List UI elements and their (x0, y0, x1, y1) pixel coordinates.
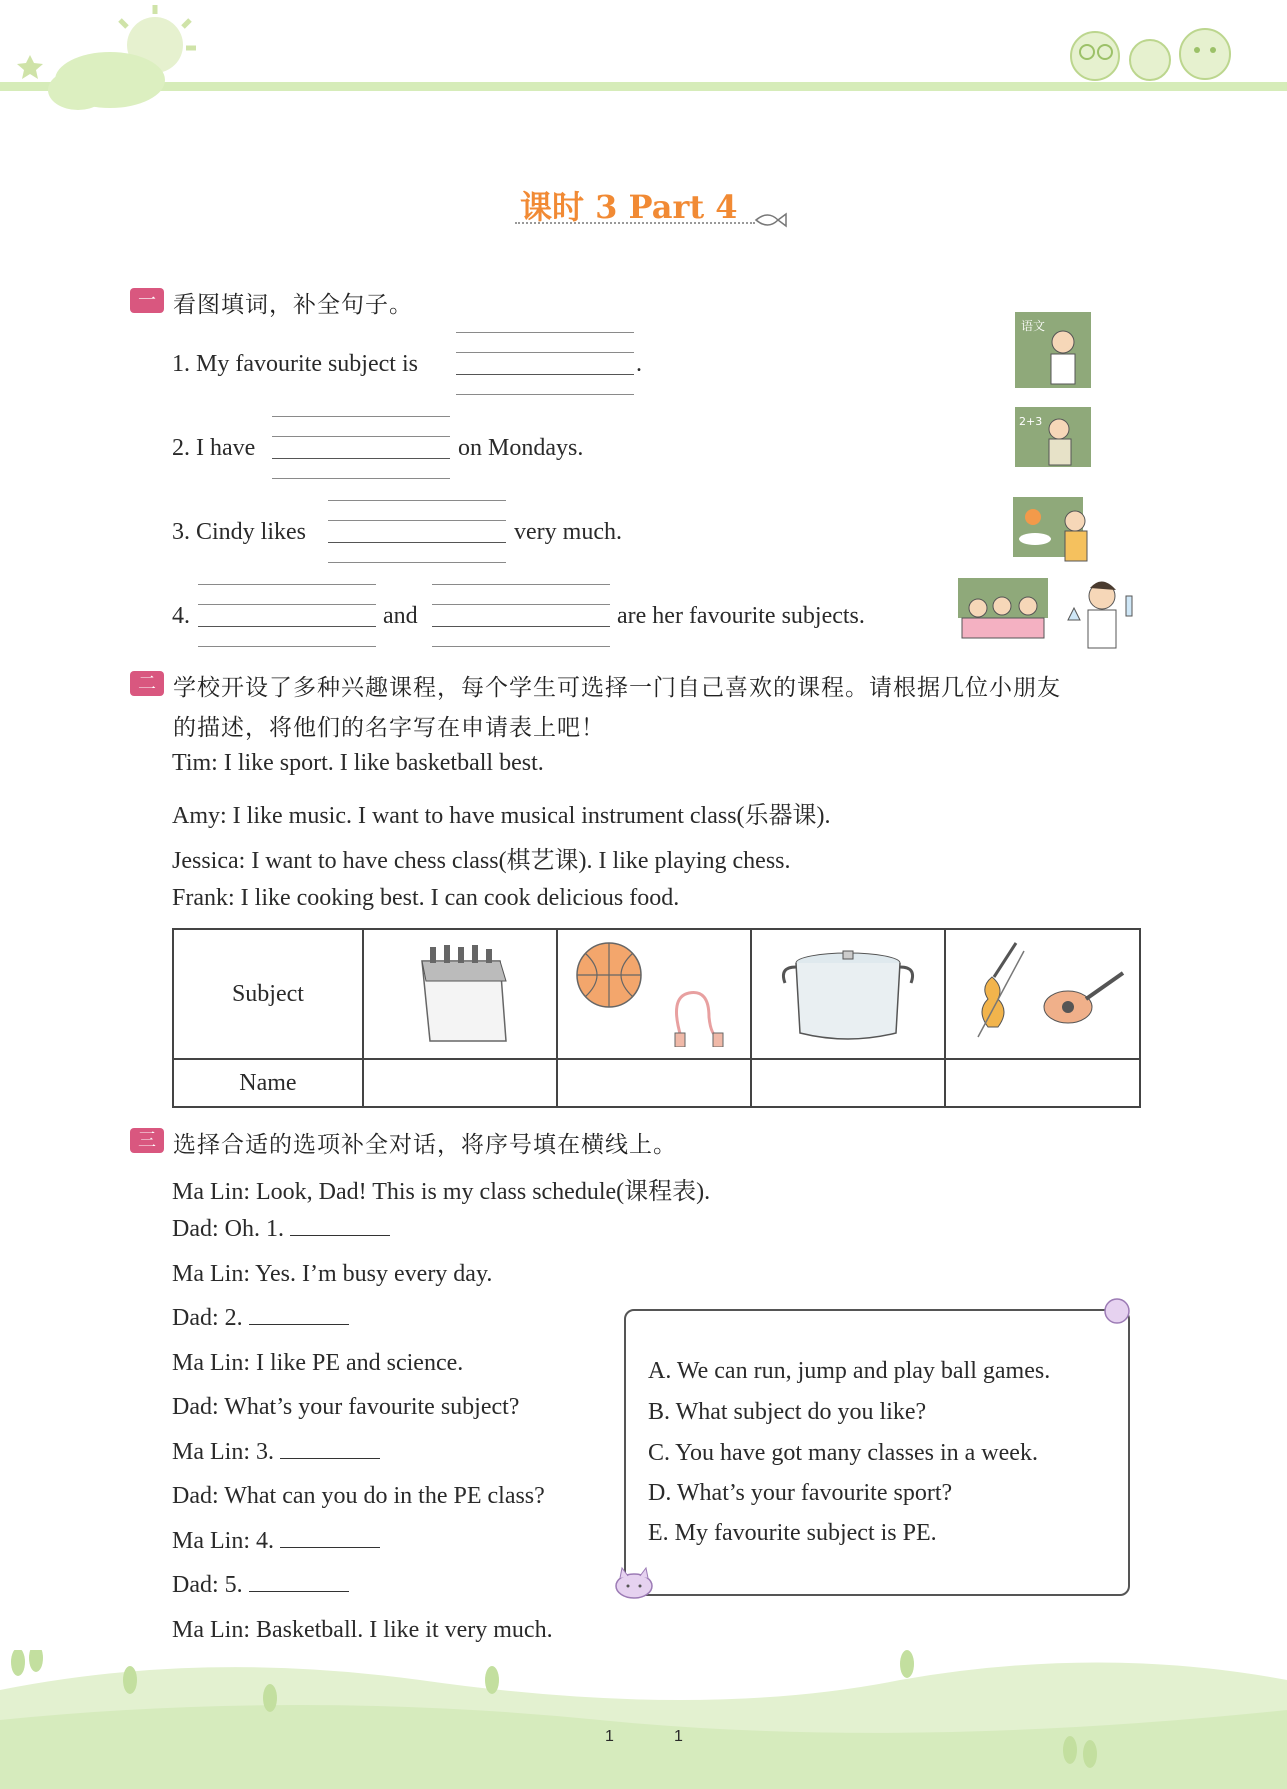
animal-faces-decoration (1055, 18, 1255, 84)
chess-picture-cell (363, 929, 557, 1059)
section-3-badge: 三 (130, 1128, 164, 1153)
dialogue-line-2-text: Dad: Oh. 1. (172, 1216, 284, 1242)
description-jessica: Jessica: I want to have chess class(棋艺课). I like playing chess. (172, 848, 791, 874)
answer-blank-5[interactable] (249, 1573, 349, 1592)
option-c: C. You have got many classes in a week. (648, 1440, 1038, 1466)
sports-picture-cell (557, 929, 752, 1059)
basketball-and-rope-picture (569, 937, 739, 1047)
section-2-badge: 二 (130, 671, 164, 696)
q1-period: . (636, 351, 642, 377)
section-1-badge: 一 (130, 288, 164, 313)
answer-blank-3[interactable] (280, 1440, 380, 1459)
q3-after: very much. (514, 519, 622, 545)
option-e: E. My favourite subject is PE. (648, 1520, 937, 1546)
q1-text: 1. My favourite subject is (172, 351, 418, 377)
dialogue-line-4 (172, 1305, 349, 1332)
dialogue-line-3: Ma Lin: Yes. I’m busy every day. (172, 1261, 493, 1287)
q2-after: on Mondays. (458, 435, 584, 461)
dialogue-line-9-text: Ma Lin: 4. (172, 1528, 274, 1554)
subject-header: Subject (173, 929, 363, 1059)
dialogue-line-8: Dad: What can you do in the PE class? (172, 1483, 545, 1509)
q1-blank[interactable] (456, 332, 634, 394)
q4-after: are her favourite subjects. (617, 603, 865, 629)
dialogue-line-5: Ma Lin: I like PE and science. (172, 1350, 464, 1376)
dialogue-line-1: Ma Lin: Look, Dad! This is my class schedule(课程表). (172, 1179, 711, 1205)
section-3-instruction: 选择合适的选项补全对话，将序号填在横线上。 (173, 1132, 677, 1158)
sun-cloud-decoration (0, 0, 220, 120)
dialogue-line-7-text: Ma Lin: 3. (172, 1439, 274, 1465)
q4-and: and (383, 603, 418, 629)
answer-blank-4[interactable] (280, 1529, 380, 1548)
answer-blank-2[interactable] (249, 1306, 349, 1325)
cooking-pot-picture (773, 937, 923, 1047)
flower-icon (1100, 1296, 1134, 1326)
option-a: A. We can run, jump and play ball games. (648, 1358, 1051, 1384)
lab-teacher-picture (1060, 576, 1142, 650)
name-cell-chess[interactable] (363, 1059, 557, 1107)
dialogue-line-9 (172, 1528, 380, 1555)
q2-blank[interactable] (272, 416, 450, 478)
fish-icon (752, 208, 788, 232)
description-tim: Tim: I like sport. I like basketball best. (172, 750, 544, 776)
answer-blank-1[interactable] (290, 1217, 390, 1236)
violin-and-guitar-picture (958, 937, 1128, 1047)
math-teacher-picture (1015, 407, 1091, 467)
section-2-instruction-line-2: 的描述，将他们的名字写在申请表上吧！ (173, 715, 605, 741)
description-frank: Frank: I like cooking best. I can cook delicious food. (172, 885, 680, 911)
dialogue-line-11: Ma Lin: Basketball. I like it very much. (172, 1617, 553, 1643)
section-2-instruction-line-1: 学校开设了多种兴趣课程，每个学生可选择一门自己喜欢的课程。请根据几位小朋友 (173, 675, 1061, 701)
dialogue-line-7 (172, 1439, 380, 1466)
dialogue-line-2 (172, 1216, 390, 1243)
q2-text: 2. I have (172, 435, 256, 461)
board-text-1: 语文 (1021, 319, 1046, 333)
title-underline (515, 222, 755, 224)
dialogue-line-6: Dad: What’s your favourite subject? (172, 1394, 520, 1420)
description-amy: Amy: I like music. I want to have musical instrument class(乐器课). (172, 803, 831, 829)
page-number-right: 1 (674, 1728, 683, 1745)
section-1-instruction: 看图填词，补全句子。 (173, 292, 413, 318)
dialogue-line-4-text: Dad: 2. (172, 1305, 243, 1331)
name-cell-sports[interactable] (557, 1059, 752, 1107)
page-title: 课时 3 Part 4 (520, 188, 738, 226)
dialogue-line-10 (172, 1572, 349, 1599)
q4-number: 4. (172, 603, 190, 629)
students-picture (958, 578, 1048, 640)
option-b: B. What subject do you like? (648, 1399, 927, 1425)
page-number-left: 1 (605, 1728, 614, 1745)
application-form-table (172, 928, 1141, 1108)
q4-blank-1[interactable] (198, 584, 376, 646)
q3-text: 3. Cindy likes (172, 519, 307, 545)
name-row (173, 1059, 1140, 1107)
cat-icon (612, 1562, 656, 1600)
science-teacher-picture (1013, 497, 1095, 567)
name-cell-cooking[interactable] (751, 1059, 945, 1107)
q3-blank[interactable] (328, 500, 506, 562)
board-text-2: 2+3 (1019, 415, 1043, 428)
music-picture-cell (945, 929, 1140, 1059)
dialogue-line-10-text: Dad: 5. (172, 1572, 243, 1598)
cooking-picture-cell (751, 929, 945, 1059)
option-d: D. What’s your favourite sport? (648, 1480, 953, 1506)
subject-row (173, 929, 1140, 1059)
name-header: Name (173, 1059, 363, 1107)
chess-board-picture (400, 937, 520, 1047)
q4-blank-2[interactable] (432, 584, 610, 646)
name-cell-music[interactable] (945, 1059, 1140, 1107)
chinese-teacher-picture (1015, 312, 1091, 388)
green-hills-decoration (0, 1650, 1287, 1789)
